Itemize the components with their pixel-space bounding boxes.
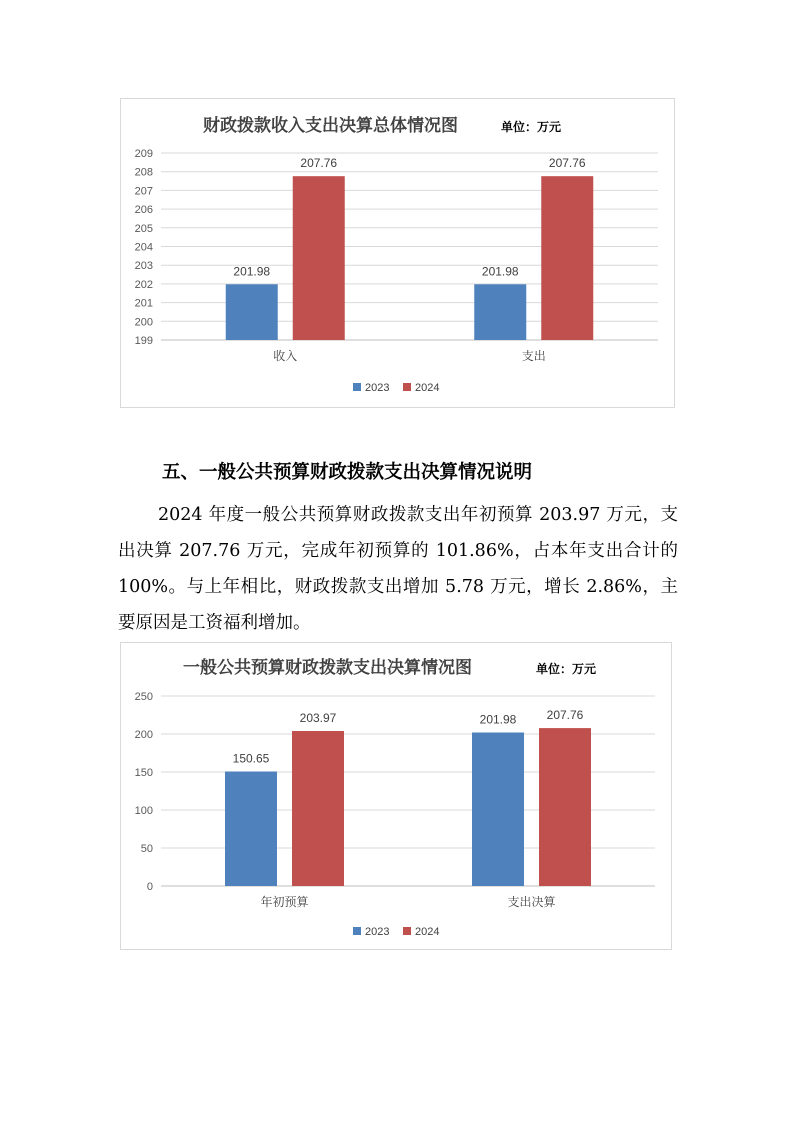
y-tick-label: 205 bbox=[134, 222, 153, 235]
y-tick-label: 209 bbox=[134, 148, 153, 160]
y-tick-label: 206 bbox=[134, 204, 153, 217]
data-label: 201.98 bbox=[481, 264, 519, 279]
y-tick-label: 203 bbox=[134, 260, 153, 273]
section-heading: 五、一般公共预算财政拨款支出决算情况说明 bbox=[162, 462, 533, 483]
y-tick-label: 150 bbox=[134, 767, 153, 779]
legend-label-2023: 2023 bbox=[365, 926, 390, 938]
y-tick-label: 207 bbox=[134, 185, 153, 198]
data-label: 150.65 bbox=[232, 751, 270, 766]
chart-income-expenditure bbox=[120, 98, 675, 408]
chart-title: 一般公共预算财政拨款支出决算情况图 bbox=[183, 658, 472, 678]
legend-swatch-2024 bbox=[403, 383, 411, 391]
chart-2-svg bbox=[121, 643, 673, 951]
bar-2024-1 bbox=[293, 176, 345, 340]
legend-label-2023: 2023 bbox=[365, 382, 390, 394]
y-tick-label: 200 bbox=[134, 729, 153, 741]
legend-label-2024: 2024 bbox=[415, 926, 440, 938]
x-category-label: 支出 bbox=[521, 349, 546, 363]
legend-swatch-2023 bbox=[353, 383, 361, 391]
chart-general-budget-expenditure bbox=[120, 642, 672, 950]
data-label: 201.98 bbox=[233, 264, 271, 279]
legend-label-2024: 2024 bbox=[415, 382, 440, 394]
x-category-label: 年初预算 bbox=[260, 895, 309, 909]
bar-2024-2 bbox=[541, 176, 593, 340]
x-category-label: 收入 bbox=[273, 349, 298, 363]
bar-2023-2 bbox=[474, 284, 526, 340]
y-tick-label: 0 bbox=[146, 881, 153, 893]
y-tick-label: 50 bbox=[140, 843, 153, 855]
x-category-label: 支出决算 bbox=[507, 895, 556, 909]
data-label: 207.76 bbox=[548, 156, 586, 171]
y-tick-label: 208 bbox=[134, 166, 153, 179]
y-tick-label: 100 bbox=[134, 805, 153, 817]
y-tick-label: 200 bbox=[134, 316, 153, 329]
data-label: 207.76 bbox=[546, 708, 584, 723]
chart-1-svg bbox=[121, 99, 676, 409]
data-label: 203.97 bbox=[299, 710, 337, 725]
bar-2023-1 bbox=[225, 772, 277, 886]
y-tick-label: 201 bbox=[134, 297, 153, 310]
y-tick-label: 199 bbox=[134, 335, 153, 347]
data-label: 201.98 bbox=[479, 712, 517, 727]
y-tick-label: 202 bbox=[134, 278, 153, 291]
bar-2024-2 bbox=[539, 728, 591, 886]
legend-swatch-2024 bbox=[403, 927, 411, 935]
bar-2024-1 bbox=[292, 731, 344, 886]
chart-unit-label: 单位：万元 bbox=[536, 662, 597, 676]
bar-2023-1 bbox=[226, 284, 278, 340]
chart-title: 财政拨款收入支出决算总体情况图 bbox=[203, 116, 458, 136]
y-tick-label: 250 bbox=[134, 691, 153, 703]
y-tick-label: 204 bbox=[134, 241, 153, 254]
section-paragraph bbox=[118, 497, 678, 641]
bar-2023-2 bbox=[472, 732, 524, 886]
legend-swatch-2023 bbox=[353, 927, 361, 935]
chart-unit-label: 单位：万元 bbox=[501, 120, 562, 134]
section-paragraph-text: 2024 年度一般公共预算财政拨款支出年初预算 203.97 万元，支出决算 207.76 万元，完成年初预算的 101.86%，占本年支出合计的 100%。与上年相比，财政拨款支出增加 5.78 万元，增长 2.86%，主要原因是工资福利增加。 bbox=[118, 505, 678, 633]
data-label: 207.76 bbox=[300, 156, 338, 171]
